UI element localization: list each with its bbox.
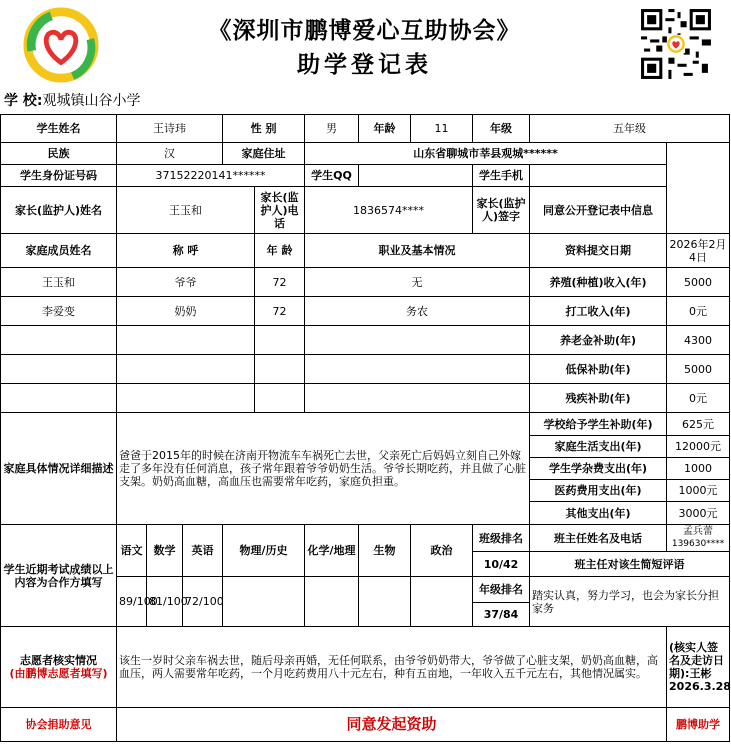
student-address: 山东省聊城市莘县观城******	[305, 143, 667, 165]
class-rank: 10/42	[473, 552, 530, 577]
score-politics	[411, 577, 473, 627]
guardian-name: 王玉和	[117, 187, 255, 234]
title-line-2: 助学登记表	[297, 51, 432, 78]
pension: 4300	[667, 326, 730, 355]
member-name: 李爱变	[1, 297, 117, 326]
disability: 0元	[667, 384, 730, 413]
grade-rank: 37/84	[473, 603, 530, 627]
consent-label: 同意公开登记表中信息	[530, 187, 667, 234]
table-row: 低保补助(年) 5000	[1, 355, 730, 384]
school-name: 观城镇山谷小学	[42, 93, 141, 109]
score-chinese: 89/100	[117, 577, 147, 627]
member-occupation: 务农	[305, 297, 530, 326]
score-physics-history	[223, 577, 305, 627]
family-description: 爸爸于2015年的时候在济南开物流车车祸死亡去世，父亲死亡后妈妈立刻自己外嫁走了多年没有任何消息，孩子常年跟着爷爷奶奶生活。爷爷长期吃药，并且做了心脏支架。奶奶高血糖，高血压也需要常年吃药，家庭负担重。	[117, 413, 530, 525]
student-gender: 男	[305, 115, 359, 143]
registration-table: 学生姓名 王诗玮 性 别 男 年龄 11 年级 五年级 民族 汉 家庭住址 山东省聊城市莘县观城****** 学生身份证号码 37152220141****** 学生QQ 学生手机 家长(监护人)姓名 王玉和 家长(监护人)电话 1836574**** 家长(监护人)签字 同意公开登记表中信息 家庭成员姓名 称 呼 年 龄 职业及基本情况 资料提交日期 2026年2月4日 王玉和 爷爷 72 无 养殖(种植)收入(年) 5000 李爱变 奶奶 72 务农 打工收入(年) 0元 养老金补助(年) 4300 低保补助(年) 5000 残疾补助(年) 0元 家庭具体情况详细描述 爸爸于2015年的时候在济南开物流车车祸死亡去世，父亲死亡后妈妈立刻自己外嫁走了多年没有任何消息，孩子常年跟着爷爷奶奶生活。爷爷长期吃药，并且做了心脏支架。奶奶高血糖，高血压也需要常年吃药，家庭负担重。 学校给予学生补助(年) 625元 家庭生活支出(年) 12000元 学生学杂费支出(年) 1000 医药费用支出(年) 1000元 其他支出(年) 3000元 学生近期考试成绩以上内容为合作方填写 语文 数学 英语 物理/历史 化学/地理 生物 政治 班级排名 班主任姓名及电话 孟兵蕾 139630**** 10/42 班主任对该生简短评语 89/100 81/100 72/100 年级排名 踏实认真，努力学习，也会为家长分担家务 37/84 志愿者核实情况 (由鹏博志愿者填写) 该生一岁时父亲车祸去世，随后母亲再婚，无任何联系，由爷爷奶奶带大，爷爷做了心脏支架，奶奶高血糖，高血压，两人需要常年吃药，一个月吃药费用八十元左右，种有五亩地，一年收入五千元左右，其他情况属实。 (核实人签名及走访日期):王彬 2026.3.28 协会捐助意见 同意发起资助 鹏博助学	[0, 114, 730, 742]
qr-code-icon	[638, 6, 714, 82]
donation-opinion: 同意发起资助	[117, 708, 667, 742]
association-signature: 鹏博助学	[667, 708, 730, 742]
student-id-number: 37152220141******	[117, 165, 305, 187]
teacher-name: 孟兵蕾	[683, 526, 714, 537]
header	[0, 0, 729, 88]
table-row: 王玉和 爷爷 72 无 养殖(种植)收入(年) 5000	[1, 268, 730, 297]
student-age: 11	[411, 115, 473, 143]
table-row: 李爱变 奶奶 72 务农 打工收入(年) 0元	[1, 297, 730, 326]
member-relation: 奶奶	[117, 297, 255, 326]
member-age: 72	[255, 297, 305, 326]
member-age: 72	[255, 268, 305, 297]
score-biology	[359, 577, 411, 627]
student-phone	[530, 165, 667, 187]
member-name: 王玉和	[1, 268, 117, 297]
teacher-phone: 139630****	[671, 539, 725, 549]
score-chemistry-geography	[305, 577, 359, 627]
submit-date: 2026年2月4日	[667, 234, 730, 268]
table-row: 养老金补助(年) 4300	[1, 326, 730, 355]
misc-expense: 1000	[667, 458, 730, 480]
living-expense: 12000元	[667, 436, 730, 458]
medical-expense: 1000元	[667, 480, 730, 502]
income-work: 0元	[667, 297, 730, 326]
teacher-comment: 踏实认真，努力学习，也会为家长分担家务	[530, 577, 730, 627]
guardian-phone: 1836574****	[305, 187, 473, 234]
verifier-signature: (核实人签名及走访日期):王彬 2026.3.28	[667, 627, 730, 708]
school-line: 学 校:观城镇山谷小学	[4, 93, 141, 109]
other-expense: 3000元	[667, 502, 730, 525]
title-line-1: 《深圳市鹏博爱心互助协会》	[208, 17, 521, 44]
school-subsidy: 625元	[667, 413, 730, 436]
score-math: 81/100	[147, 577, 183, 627]
volunteer-text: 该生一岁时父亲车祸去世，随后母亲再婚，无任何联系，由爷爷奶奶带大，爷爷做了心脏支架，奶奶高血糖，高血压，两人需要常年吃药，一个月吃药费用八十元左右，种有五亩地，一年收入五千元左右，其他情况属实。	[117, 627, 667, 708]
student-ethnicity: 汉	[117, 143, 223, 165]
teacher-info	[667, 525, 730, 552]
student-grade: 五年级	[530, 115, 730, 143]
member-occupation: 无	[305, 268, 530, 297]
dibao: 5000	[667, 355, 730, 384]
score-english: 72/100	[183, 577, 223, 627]
volunteer-title: 志愿者核实情况 (由鹏博志愿者填写)	[1, 627, 117, 708]
student-qq	[359, 165, 473, 187]
exam-section-title: 学生近期考试成绩以上内容为合作方填写	[1, 525, 117, 627]
student-name: 王诗玮	[117, 115, 223, 143]
income-farm: 5000	[667, 268, 730, 297]
member-relation: 爷爷	[117, 268, 255, 297]
table-row: 残疾补助(年) 0元	[1, 384, 730, 413]
